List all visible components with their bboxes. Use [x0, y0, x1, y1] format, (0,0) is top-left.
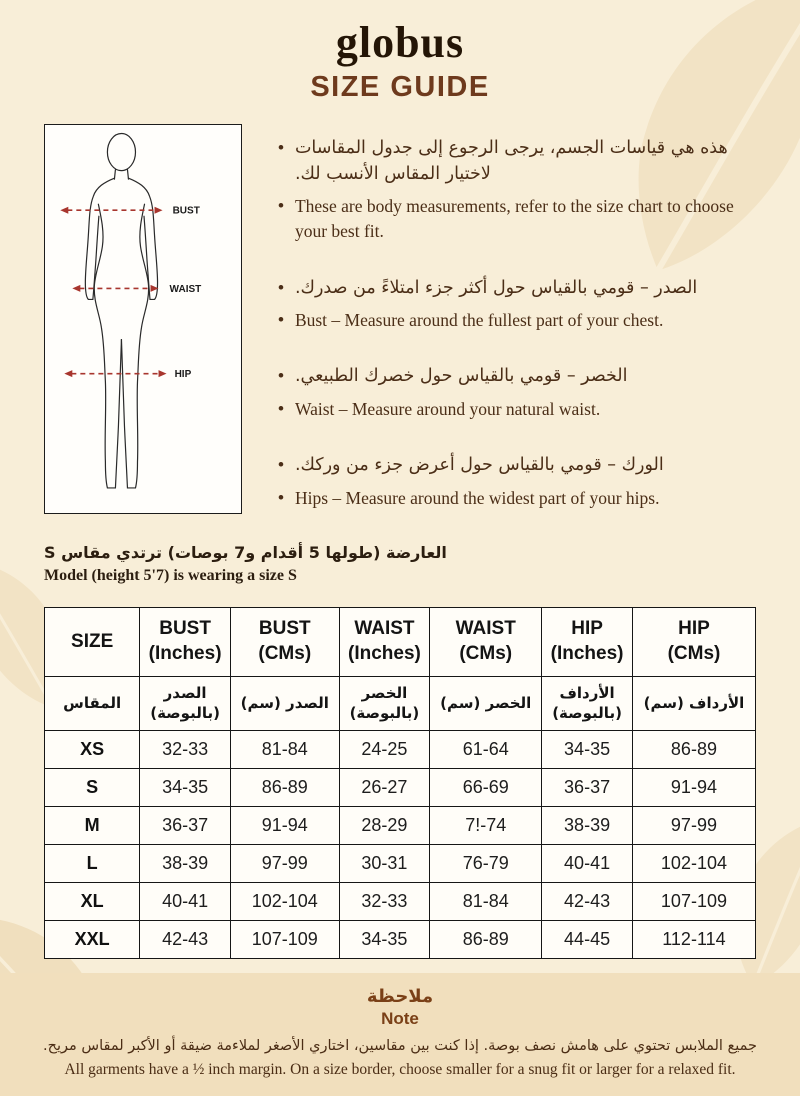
- header-line: المقاس: [63, 694, 122, 713]
- column-header-ar: [339, 676, 430, 730]
- measurement-cell: 107-109: [230, 920, 339, 958]
- header-line: SIZE: [71, 630, 114, 652]
- measurement-cell: 81-84: [430, 882, 542, 920]
- measurement-cell: 38-39: [140, 844, 231, 882]
- column-header-ar: [230, 676, 339, 730]
- header-line: HIP: [678, 618, 710, 640]
- measurement-cell: 32-33: [339, 882, 430, 920]
- bullet-icon: [278, 453, 284, 478]
- header-line: (Inches): [550, 643, 624, 665]
- header-line: BUST: [258, 618, 311, 640]
- instruction-item-en: [278, 308, 756, 333]
- instruction-item-ar: [278, 276, 756, 301]
- size-row-s: [45, 768, 756, 806]
- header-line: (CMs): [258, 643, 312, 665]
- measurement-cell: 97-99: [230, 844, 339, 882]
- page-header: [0, 0, 800, 104]
- measurement-cell: 107-109: [632, 882, 755, 920]
- header-line: الأرداف (سم): [643, 694, 745, 713]
- measurement-cell: 66-69: [430, 768, 542, 806]
- header-line: BUST: [159, 618, 211, 640]
- note-body-english: All garments have a ½ inch margin. On a size border, choose smaller for a snug fit or larger for a relaxed fit.: [64, 1061, 736, 1079]
- size-label-cell: M: [45, 806, 140, 844]
- measurement-cell: 102-104: [632, 844, 755, 882]
- bullet-icon: [278, 136, 284, 161]
- size-row-xl: [45, 882, 756, 920]
- measurement-cell: 81-84: [230, 730, 339, 768]
- instruction-group: [278, 276, 756, 334]
- bullet-icon: [278, 364, 284, 389]
- column-header-ar: [632, 676, 755, 730]
- note-title-english: Note: [381, 1009, 419, 1029]
- instruction-item-en: [278, 397, 756, 422]
- size-label-cell: XL: [45, 882, 140, 920]
- measurement-cell: 36-37: [542, 768, 633, 806]
- instruction-text-en: These are body measurements, refer to the size chart to choose your best fit.: [294, 195, 734, 242]
- measurement-cell: 97-99: [632, 806, 755, 844]
- column-header-en: [632, 608, 755, 676]
- measurement-cell: 102-104: [230, 882, 339, 920]
- header-line: (بالبوصة): [349, 704, 420, 723]
- brand-logo: globus: [335, 18, 465, 67]
- measurement-cell: 40-41: [542, 844, 633, 882]
- size-table-body: [45, 730, 756, 958]
- measurement-cell: 24-25: [339, 730, 430, 768]
- note-body-arabic: جميع الملابس تحتوي على هامش نصف بوصة. إذا كنت بين مقاسين، اختاري الأصغر لملاءمة ضيقة أو الأكبر لمقاس مريح.: [43, 1038, 757, 1055]
- measurement-cell: 7!-74: [430, 806, 542, 844]
- instruction-text-ar: الورك – قومي بالقياس حول أعرض جزء من وركك.: [294, 455, 664, 476]
- measurement-cell: 30-31: [339, 844, 430, 882]
- model-note: [0, 542, 800, 585]
- header-line: الأرداف: [559, 683, 615, 702]
- page-title: SIZE GUIDE: [310, 71, 490, 104]
- measurement-arrowheads: [60, 207, 166, 377]
- size-table: [44, 607, 756, 958]
- instruction-item-en: [278, 486, 756, 511]
- column-header-en: [230, 608, 339, 676]
- measurement-cell: 44-45: [542, 920, 633, 958]
- header-line: WAIST: [354, 618, 415, 640]
- size-label-cell: S: [45, 768, 140, 806]
- measurement-cell: 86-89: [632, 730, 755, 768]
- measurement-cell: 86-89: [230, 768, 339, 806]
- measurement-cell: 38-39: [542, 806, 633, 844]
- column-header-en: [45, 608, 140, 676]
- header-line: الصدر: [163, 683, 207, 702]
- measurement-cell: 76-79: [430, 844, 542, 882]
- measurement-cell: 34-35: [542, 730, 633, 768]
- column-header-ar: [430, 676, 542, 730]
- table-header-row-en: [45, 608, 756, 676]
- header-line: (CMs): [667, 643, 721, 665]
- column-header-ar: [542, 676, 633, 730]
- note-title-arabic: ملاحظة: [366, 986, 434, 1008]
- header-line: (CMs): [459, 643, 513, 665]
- instruction-text-en: Waist – Measure around your natural waist.: [294, 398, 601, 419]
- instruction-item-ar: [278, 453, 756, 478]
- header-line: الخصر (سم): [440, 694, 532, 713]
- size-table-wrap: [0, 607, 800, 958]
- waist-label: WAIST: [169, 284, 202, 296]
- note-section: [0, 973, 800, 1096]
- header-line: (بالبوصة): [552, 704, 622, 723]
- header-line: (Inches): [348, 643, 421, 665]
- instruction-group: [278, 364, 756, 422]
- measurement-cell: 91-94: [230, 806, 339, 844]
- instruction-text-en: Bust – Measure around the fullest part of your chest.: [294, 310, 664, 331]
- header-line: الخصر: [361, 683, 408, 702]
- bullet-icon: [278, 276, 284, 301]
- bullet-icon: [278, 397, 284, 422]
- measurement-cell: 42-43: [140, 920, 231, 958]
- instruction-group: [278, 453, 756, 511]
- size-table-head: [45, 608, 756, 730]
- bullet-icon: [278, 486, 284, 511]
- instruction-item-en: [278, 194, 756, 245]
- measurement-cell: 36-37: [140, 806, 231, 844]
- content-row: [0, 124, 800, 518]
- header-line: الصدر (سم): [240, 694, 329, 713]
- bust-label: BUST: [172, 205, 200, 217]
- instruction-text-ar: الصدر – قومي بالقياس حول أكثر جزء امتلاءً من صدرك.: [294, 277, 698, 298]
- instruction-group: [278, 136, 756, 245]
- size-row-l: [45, 844, 756, 882]
- instruction-item-ar: [278, 136, 756, 187]
- header-line: (بالبوصة): [150, 704, 220, 723]
- measurement-cell: 91-94: [632, 768, 755, 806]
- measurement-cell: 112-114: [632, 920, 755, 958]
- measurement-cell: 26-27: [339, 768, 430, 806]
- bullet-icon: [278, 194, 284, 219]
- measurement-cell: 34-35: [339, 920, 430, 958]
- measurement-cell: 32-33: [140, 730, 231, 768]
- header-line: (Inches): [148, 643, 222, 665]
- size-row-m: [45, 806, 756, 844]
- instruction-text-en: Hips – Measure around the widest part of your hips.: [294, 487, 660, 508]
- measurement-cell: 61-64: [430, 730, 542, 768]
- measurement-cell: 40-41: [140, 882, 231, 920]
- size-row-xxl: [45, 920, 756, 958]
- measurement-cell: 28-29: [339, 806, 430, 844]
- body-measurement-diagram: [44, 124, 242, 514]
- header-line: HIP: [571, 618, 603, 640]
- column-header-ar: [45, 676, 140, 730]
- size-row-xs: [45, 730, 756, 768]
- instruction-item-ar: [278, 364, 756, 389]
- model-note-arabic: العارضة (طولها 5 أقدام و7 بوصات) ترتدي مقاس S: [44, 542, 447, 562]
- size-label-cell: XXL: [45, 920, 140, 958]
- measurement-cell: 42-43: [542, 882, 633, 920]
- column-header-ar: [140, 676, 231, 730]
- instruction-text-ar: هذه هي قياسات الجسم، يرجى الرجوع إلى جدول المقاسات لاختيار المقاس الأنسب لك.: [294, 138, 728, 184]
- measurement-cell: 86-89: [430, 920, 542, 958]
- header-line: WAIST: [455, 618, 516, 640]
- hip-label: HIP: [174, 369, 192, 381]
- size-label-cell: XS: [45, 730, 140, 768]
- model-note-english: Model (height 5'7) is wearing a size S: [44, 567, 297, 585]
- column-header-en: [430, 608, 542, 676]
- measurement-cell: 34-35: [140, 768, 231, 806]
- instruction-text-ar: الخصر – قومي بالقياس حول خصرك الطبيعي.: [294, 366, 628, 387]
- instructions-list: [278, 124, 756, 518]
- column-header-en: [140, 608, 231, 676]
- column-header-en: [542, 608, 633, 676]
- column-header-en: [339, 608, 430, 676]
- size-label-cell: L: [45, 844, 140, 882]
- table-header-row-ar: [45, 676, 756, 730]
- bullet-icon: [278, 308, 284, 333]
- body-figure-illustration: [45, 125, 241, 513]
